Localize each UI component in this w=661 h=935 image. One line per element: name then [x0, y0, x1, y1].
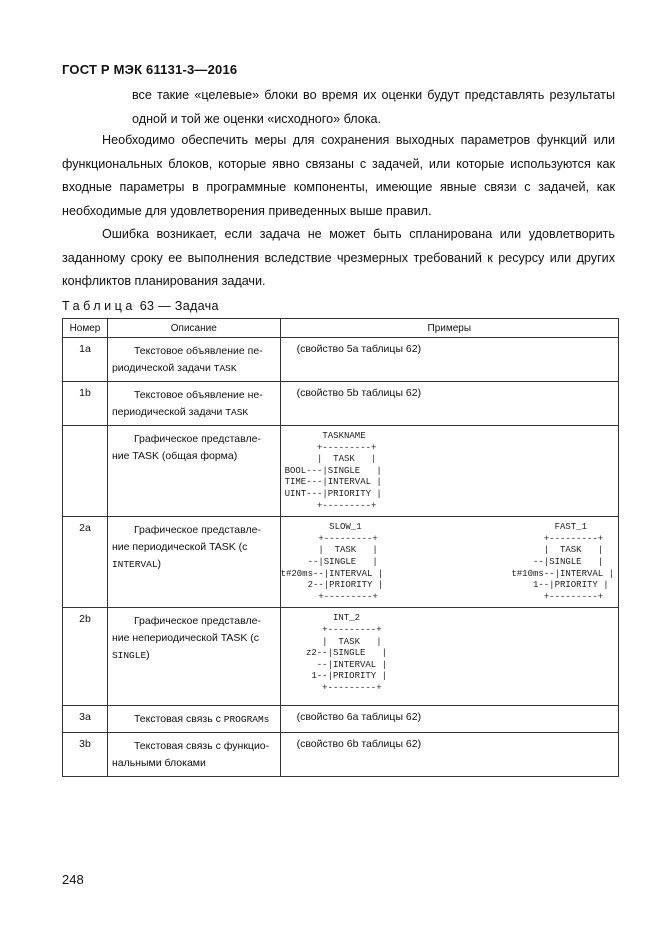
row-description	[107, 706, 280, 733]
row-description	[107, 382, 280, 426]
desc-line-1: Графическое представле-	[133, 524, 261, 537]
desc-tail: )	[157, 558, 162, 571]
task-diagram-slow: SLOW_1 +---------+ | TASK | --|SINGLE | t#20ms--|INTERVAL | 2--|PRIORITY | +---------+	[280, 522, 384, 602]
row-number: 2a	[63, 517, 108, 608]
row-description	[107, 338, 280, 382]
desc-line-1: Графическое представле-	[133, 615, 261, 628]
desc-line-1: Графическое представле-	[133, 433, 261, 445]
desc-line-2: нальными блоками	[111, 757, 206, 770]
desc-line-2: ние TASK (общая форма)	[111, 450, 238, 462]
row-number: 1a	[63, 338, 108, 382]
desc-line-3	[112, 556, 276, 573]
row-number	[63, 426, 108, 517]
desc-line-2	[112, 360, 276, 377]
row-example: (свойство 6a таблицы 62)	[280, 706, 618, 733]
paragraph-continuation	[62, 84, 615, 131]
standard-header: ГОСТ Р МЭК 61131-3—2016	[62, 62, 238, 77]
table-row-2a	[63, 517, 619, 608]
task-table	[62, 318, 619, 777]
desc-keyword: SINGLE	[111, 650, 147, 662]
row-example	[280, 517, 618, 608]
desc-keyword: PROGRAMs	[223, 714, 270, 726]
table-caption	[62, 299, 219, 313]
row-number: 3a	[63, 706, 108, 733]
table-caption-rest: 63 — Задача	[135, 299, 219, 313]
header-examples: Примеры	[280, 319, 618, 338]
row-number: 1b	[63, 382, 108, 426]
row-example	[280, 426, 618, 517]
row-description	[107, 517, 280, 608]
paragraph-3-text: Ошибка возникает, если задача не может быть спланирована или удовлетворить заданному сроку ее выполнения вследствие чрезмерных требований к ресурсу или других конфликтов планирования задачи.	[62, 227, 615, 288]
row-number: 2b	[63, 608, 108, 706]
table-caption-word: Таблица	[62, 299, 136, 313]
table-row-3a	[63, 706, 619, 733]
row-example: (свойство 5b таблицы 62)	[280, 382, 618, 426]
desc-line-1: Текстовое объявление не-	[133, 389, 263, 401]
table-row-3b	[63, 733, 619, 777]
desc-keyword: INTERVAL	[111, 559, 158, 571]
desc-line-2: ние периодической TASK (с	[111, 541, 248, 554]
desc-line-3	[112, 647, 276, 664]
row-example: (свойство 5a таблицы 62)	[280, 338, 618, 382]
row-description	[107, 608, 280, 706]
header-number: Номер	[63, 319, 108, 338]
table-row-2b	[63, 608, 619, 706]
table-row-1b	[63, 382, 619, 426]
paragraph-error	[62, 223, 615, 294]
paragraph-1-text: все такие «целевые» блоки во время их оценки будут представлять результаты одной и той же оценки «исходного» блока.	[132, 88, 615, 126]
desc-text: риодической задачи	[111, 362, 214, 374]
desc-line-1: Текстовая связь с функцио-	[133, 740, 270, 753]
paragraph-2-text: Необходимо обеспечить меры для сохранения выходных параметров функций или функциональных блоков, которые явно связаны с задачей, или которые используются как входные параметры в программные компоненты, имеющие явные связи с задачей, как необходимые для удовлетворения приведенных выше правил.	[62, 133, 615, 218]
diagram-pair	[281, 522, 614, 603]
row-example	[280, 608, 618, 706]
row-example: (свойство 6b таблицы 62)	[280, 733, 618, 777]
desc-line-2	[112, 404, 276, 421]
page-number: 248	[62, 872, 84, 887]
desc-keyword: TASK	[213, 363, 237, 374]
header-description: Описание	[107, 319, 280, 338]
row-description	[107, 733, 280, 777]
table-row-graphic-general	[63, 426, 619, 517]
desc-text: периодической задачи	[111, 406, 226, 418]
task-diagram-fast: FAST_1 +---------+ | TASK | --|SINGLE | t#10ms--|INTERVAL | 1--|PRIORITY | +---------+	[511, 522, 614, 602]
desc-keyword: TASK	[225, 407, 249, 418]
task-diagram-int2: INT_2 +---------+ | TASK | z2--|SINGLE | --|INTERVAL | 1--|PRIORITY | +---------+	[305, 613, 387, 693]
paragraph-outputs	[62, 129, 615, 223]
desc-line-1: Текстовое объявление пе-	[133, 345, 263, 357]
desc-tail: )	[146, 649, 150, 662]
desc-text: Текстовая связь с	[133, 713, 224, 726]
table-row-1a	[63, 338, 619, 382]
row-number: 3b	[63, 733, 108, 777]
desc-line-1	[112, 711, 276, 728]
desc-line-2: ние непериодической TASK (с	[111, 632, 260, 645]
table-header-row	[63, 319, 619, 338]
task-diagram-general: TASKNAME +---------+ | TASK | BOOL---|SINGLE | TIME---|INTERVAL | UINT---|PRIORITY | +---------+	[284, 431, 382, 511]
row-description	[107, 426, 280, 517]
